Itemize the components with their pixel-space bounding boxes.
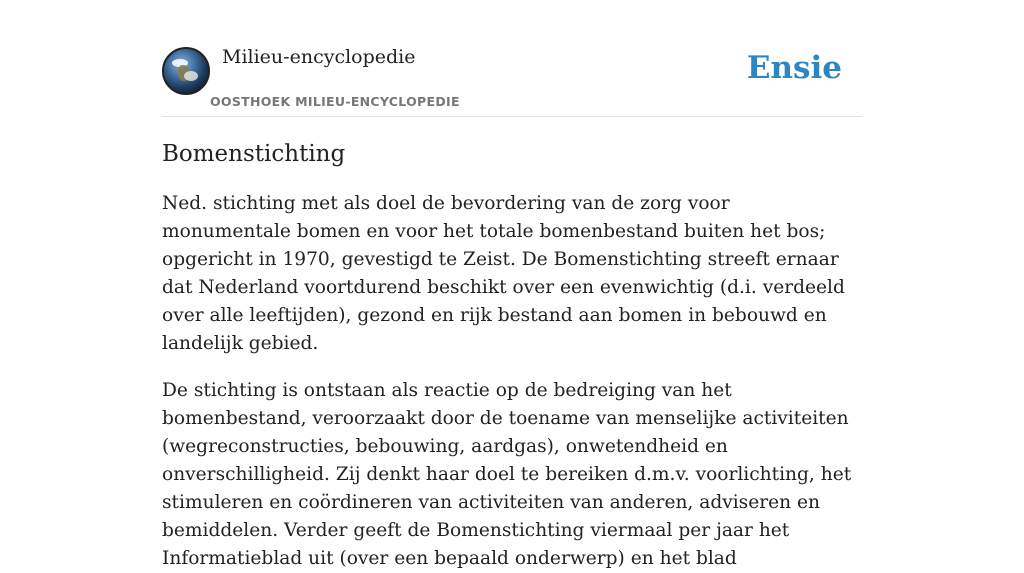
globe-icon[interactable] <box>162 47 210 95</box>
brand-logo[interactable]: Ensie <box>746 50 842 86</box>
entry-paragraph: Ned. stichting met als doel de bevordering van de zorg voor monumentale bomen en voor het totale bomenbestand buiten het bos; opgericht in 1970, gevestigd te Zeist. De Bomenstichting streeft ernaar dat Nederland voortdurend beschikt over een evenwichtig (d.i. verdeeld over alle leeftijden), gezond en rijk bestand aan bomen in bebouwd en landelijk gebied. <box>162 193 845 354</box>
entry-paragraph: De stichting is ontstaan als reactie op de bedreiging van het bomenbestand, veroorzaakt door de toename van menselijke activiteiten (wegreconstructies, bebouwing, aardgas), onwetendheid en onverschilligheid. Zij denkt haar doel te bereiken d.m.v. voorlichting, het stimuleren en coördineren van activiteiten van anderen, adviseren en bemiddelen. Verder geeft de Bomenstichting viermaal per jaar het Informatieblad uit (over een bepaald onderwerp) en het blad <box>162 380 852 569</box>
site-title[interactable]: Milieu-encyclopedie <box>222 46 416 68</box>
globe-cloud <box>184 71 198 81</box>
site-subtitle[interactable]: OOSTHOEK MILIEU-ENCYCLOPEDIE <box>210 94 460 109</box>
entry-title: Bomenstichting <box>162 141 346 167</box>
site-header <box>162 44 862 117</box>
entry-content <box>162 138 862 573</box>
